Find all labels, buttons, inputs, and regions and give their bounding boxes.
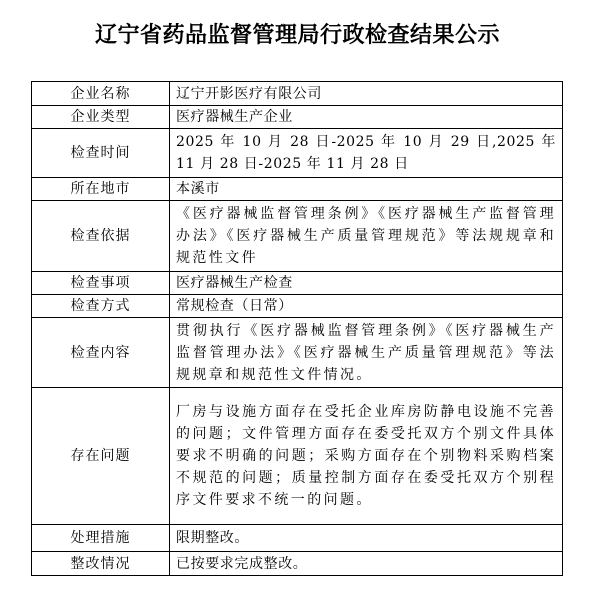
page-title: 辽宁省药品监督管理局行政检查结果公示	[94, 22, 500, 48]
table-row	[32, 178, 563, 201]
row-label: 所在地市	[32, 178, 170, 201]
row-label: 检查事项	[32, 272, 170, 295]
row-value: 本溪市	[170, 178, 563, 201]
row-label: 企业类型	[32, 106, 170, 129]
row-label: 检查方式	[32, 295, 170, 318]
table-row	[32, 552, 563, 576]
row-label: 处理措施	[32, 525, 170, 552]
row-value: 2025 年 10 月 28 日-2025 年 10 月 29 日,2025 年 11 月 28 日-2025 年 11 月 28 日	[170, 129, 563, 178]
table-row	[32, 272, 563, 295]
inspection-result-table	[31, 81, 563, 576]
row-label: 企业名称	[32, 82, 170, 106]
row-label: 检查内容	[32, 318, 170, 388]
row-value: 贯彻执行《医疗器械监督管理条例》《医疗器械生产监督管理办法》《医疗器械生产质量管理规范》等法规规章和规范性文件情况。	[170, 318, 563, 388]
table-row	[32, 129, 563, 178]
table-row	[32, 525, 563, 552]
row-value: 医疗器械生产企业	[170, 106, 563, 129]
row-value: 厂房与设施方面存在受托企业库房防静电设施不完善的问题；文件管理方面存在委受托双方个别文件具体要求不明确的问题；采购方面存在个别物料采购档案不规范的问题；质量控制方面存在委受托双方个别程序文件要求不统一的问题。	[170, 388, 563, 525]
table-row	[32, 106, 563, 129]
table-row	[32, 82, 563, 106]
table-row	[32, 295, 563, 318]
row-label: 存在问题	[32, 388, 170, 525]
row-value: 常规检查（日常）	[170, 295, 563, 318]
row-label: 检查时间	[32, 129, 170, 178]
row-label: 检查依据	[32, 201, 170, 272]
row-value: 已按要求完成整改。	[170, 552, 563, 576]
row-label: 整改情况	[32, 552, 170, 576]
table-row	[32, 388, 563, 525]
row-value: 辽宁开影医疗有限公司	[170, 82, 563, 106]
row-value: 医疗器械生产检查	[170, 272, 563, 295]
table-row	[32, 318, 563, 388]
table-row	[32, 201, 563, 272]
row-value: 《医疗器械监督管理条例》《医疗器械生产监督管理办法》《医疗器械生产质量管理规范》等法规规章和规范性文件	[170, 201, 563, 272]
row-value: 限期整改。	[170, 525, 563, 552]
